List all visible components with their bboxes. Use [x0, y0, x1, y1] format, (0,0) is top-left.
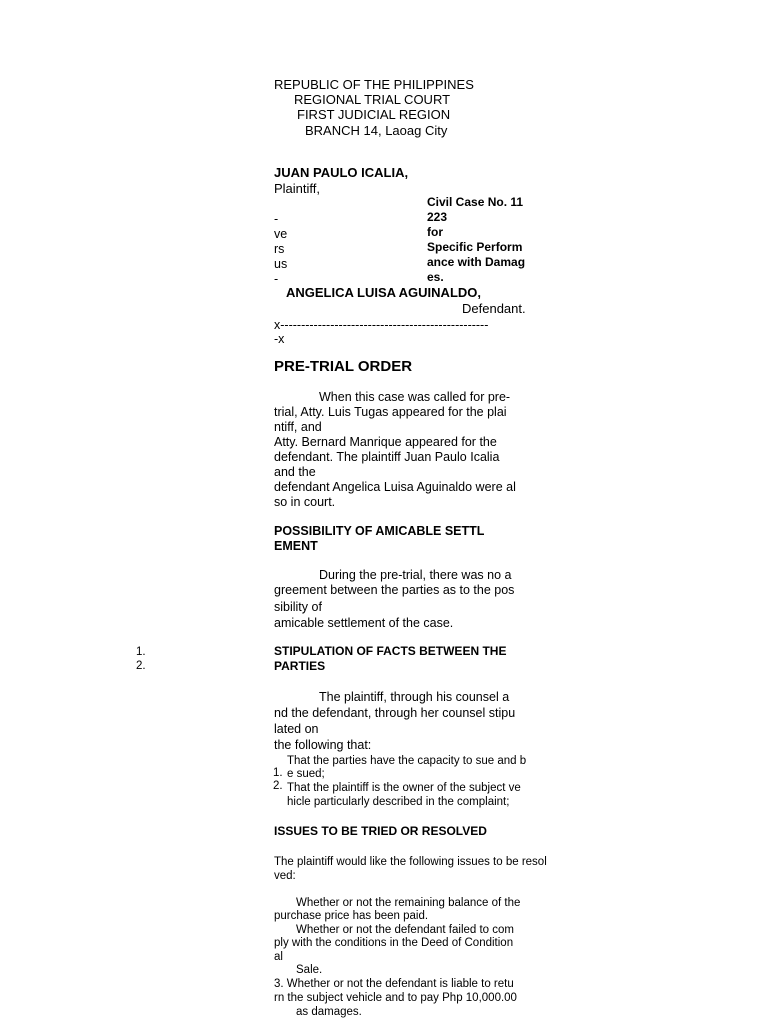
versus-line: - [274, 272, 279, 286]
list-item: hicle particularly described in the complaint; [287, 796, 510, 808]
list-item: That the plaintiff is the owner of the subject ve [287, 782, 521, 794]
versus-line: - [274, 212, 279, 226]
caption-separator-end: -x [274, 332, 285, 346]
issue-line: 3. Whether or not the defendant is liable to retu [274, 978, 514, 990]
paragraph-line: so in court. [274, 495, 336, 509]
list-number: 1. [273, 767, 283, 779]
court-name: REGIONAL TRIAL COURT [294, 92, 451, 107]
section-heading-amicable: POSSIBILITY OF AMICABLE SETTL [274, 524, 485, 538]
case-line: es. [427, 270, 444, 284]
court-republic: REPUBLIC OF THE PHILIPPINES [274, 77, 474, 92]
issue-line: Whether or not the defendant failed to com [296, 924, 514, 936]
case-line: 223 [427, 210, 448, 224]
plaintiff-label: Plaintiff, [274, 181, 321, 196]
issues-intro: The plaintiff would like the following issues to be resol [274, 856, 547, 868]
paragraph-line: Atty. Bernard Manrique appeared for the [274, 435, 497, 449]
court-branch: BRANCH 14, Laoag City [305, 123, 448, 138]
margin-number: 2. [136, 660, 146, 672]
issue-line: al [274, 951, 283, 963]
paragraph-line: trial, Atty. Luis Tugas appeared for the plai [274, 405, 507, 419]
issue-line: Sale. [296, 964, 323, 976]
paragraph-line: sibility of [274, 600, 322, 614]
plaintiff-name: JUAN PAULO ICALIA, [274, 165, 409, 180]
issue-line: Whether or not the remaining balance of the [296, 897, 521, 909]
case-line: Civil Case No. 11 [427, 195, 524, 209]
paragraph-line: the following that: [274, 738, 372, 752]
issue-line: purchase price has been paid. [274, 910, 429, 922]
section-heading-stipulation: STIPULATION OF FACTS BETWEEN THE [274, 644, 507, 658]
section-heading-stipulation-cont: PARTIES [274, 659, 326, 673]
margin-number: 1. [136, 646, 146, 658]
paragraph-line: The plaintiff, through his counsel a [319, 690, 510, 704]
court-region: FIRST JUDICIAL REGION [297, 107, 451, 122]
case-line: for [427, 225, 443, 239]
versus-line: us [274, 257, 288, 271]
section-heading-issues: ISSUES TO BE TRIED OR RESOLVED [274, 824, 487, 838]
page-title: PRE-TRIAL ORDER [274, 358, 413, 375]
paragraph-line: lated on [274, 722, 319, 736]
issue-line: ply with the conditions in the Deed of Condition [274, 937, 514, 949]
paragraph-line: defendant. The plaintiff Juan Paulo Icalia [274, 450, 500, 464]
paragraph-line: During the pre-trial, there was no a [319, 568, 512, 582]
case-line: ance with Damag [427, 255, 526, 269]
list-number: 2. [273, 780, 283, 792]
paragraph-line: and the [274, 465, 316, 479]
paragraph-line: ntiff, and [274, 420, 322, 434]
issue-line: as damages. [296, 1006, 362, 1018]
caption-separator: x-------------------------------------------------- [274, 318, 489, 332]
case-line: Specific Perform [427, 240, 523, 254]
paragraph-line: greement between the parties as to the pos [274, 583, 515, 597]
paragraph-line: amicable settlement of the case. [274, 616, 454, 630]
defendant-label: Defendant. [462, 301, 526, 316]
issue-line: rn the subject vehicle and to pay Php 10,000.00 [274, 992, 517, 1004]
paragraph-line: When this case was called for pre- [319, 390, 511, 404]
list-item: e sued; [287, 768, 325, 780]
versus-line: rs [274, 242, 285, 256]
versus-line: ve [274, 227, 288, 241]
list-item: That the parties have the capacity to sue and b [287, 755, 527, 767]
paragraph-line: nd the defendant, through her counsel stipu [274, 706, 516, 720]
issues-intro-cont: ved: [274, 870, 296, 882]
paragraph-line: defendant Angelica Luisa Aguinaldo were al [274, 480, 516, 494]
section-heading-amicable-cont: EMENT [274, 539, 318, 553]
defendant-name: ANGELICA LUISA AGUINALDO, [286, 285, 481, 300]
